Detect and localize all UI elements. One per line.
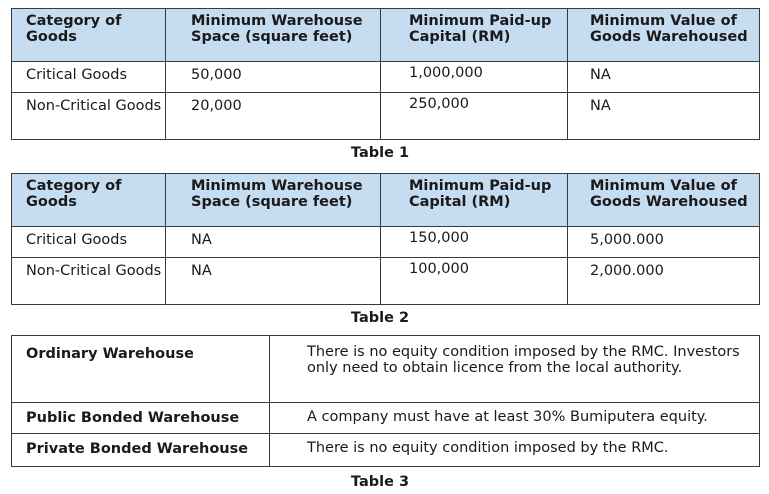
table-3 <box>11 335 760 467</box>
table-row <box>12 336 760 403</box>
table-cell: NA <box>166 258 381 305</box>
table-row <box>12 403 760 434</box>
table-1 <box>11 8 760 140</box>
table-1-caption: Table 1 <box>350 145 410 161</box>
table-cell: 250,000 <box>381 93 568 140</box>
table-cell: Non-Critical Goods <box>12 258 166 305</box>
table-row <box>12 62 760 93</box>
table-cell: 20,000 <box>166 93 381 140</box>
table-cell: 5,000.000 <box>568 227 760 258</box>
table-row <box>12 434 760 467</box>
equity-condition: A company must have at least 30% Bumiputera equity. <box>270 403 760 434</box>
table-cell: Critical Goods <box>12 227 166 258</box>
table-cell: 150,000 <box>381 227 568 258</box>
table-cell: Critical Goods <box>12 62 166 93</box>
header-category: Category of Goods <box>12 174 166 227</box>
header-goods-value: Minimum Value of Goods Warehoused <box>568 9 760 62</box>
header-paid-up-capital: Minimum Paid-up Capital (RM) <box>381 174 568 227</box>
table-row <box>12 93 760 140</box>
header-category: Category of Goods <box>12 9 166 62</box>
table-cell: NA <box>166 227 381 258</box>
table-cell: 2,000.000 <box>568 258 760 305</box>
header-goods-value: Minimum Value of Goods Warehoused <box>568 174 760 227</box>
warehouse-type-label: Ordinary Warehouse <box>12 336 270 403</box>
table-header-row <box>12 174 760 227</box>
table-2 <box>11 173 760 305</box>
table-3-caption: Table 3 <box>350 474 410 490</box>
table-cell: NA <box>568 93 760 140</box>
equity-condition: There is no equity condition imposed by the RMC. Investors only need to obtain licence from the local authority. <box>270 336 760 403</box>
warehouse-type-label: Public Bonded Warehouse <box>12 403 270 434</box>
table-cell: Non-Critical Goods <box>12 93 166 140</box>
header-warehouse-space: Minimum Warehouse Space (square feet) <box>166 174 381 227</box>
warehouse-type-label: Private Bonded Warehouse <box>12 434 270 467</box>
table-header-row <box>12 9 760 62</box>
table-2-caption: Table 2 <box>350 310 410 326</box>
header-warehouse-space: Minimum Warehouse Space (square feet) <box>166 9 381 62</box>
table-cell: 100,000 <box>381 258 568 305</box>
equity-condition: There is no equity condition imposed by the RMC. <box>270 434 760 467</box>
table-row <box>12 227 760 258</box>
table-row <box>12 258 760 305</box>
table-cell: 1,000,000 <box>381 62 568 93</box>
header-paid-up-capital: Minimum Paid-up Capital (RM) <box>381 9 568 62</box>
table-cell: NA <box>568 62 760 93</box>
table-cell: 50,000 <box>166 62 381 93</box>
